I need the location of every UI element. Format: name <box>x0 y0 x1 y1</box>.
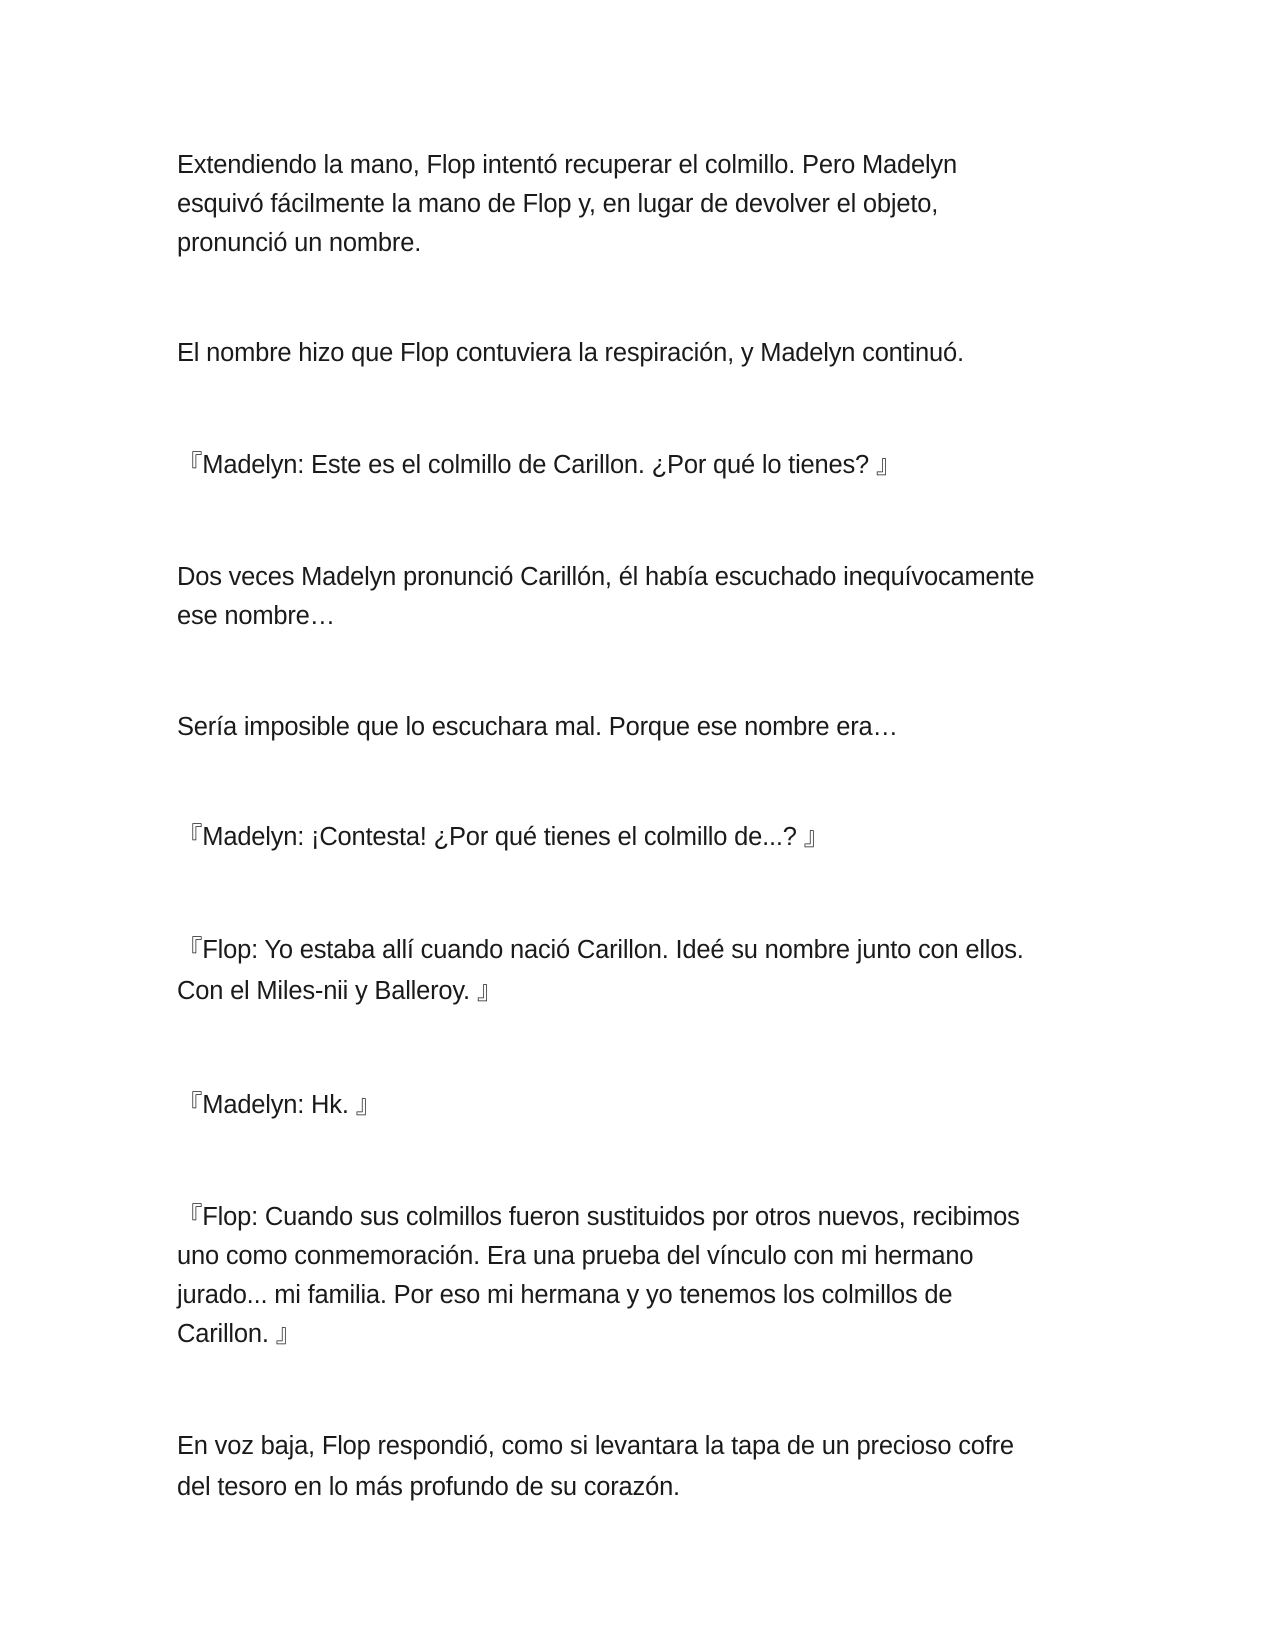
dialogue-paragraph <box>177 818 1107 857</box>
text-line: esquivó fácilmente la mano de Flop y, en lugar de devolver el objeto, <box>177 190 939 218</box>
narration-paragraph <box>177 1426 1107 1508</box>
text-line: 『Madelyn: ¡Contesta! ¿Por qué tienes el colmillo de...? 』 <box>177 823 829 851</box>
text-line: 『Flop: Cuando sus colmillos fueron sustituidos por otros nuevos, recibimos <box>177 1203 1020 1231</box>
dialogue-paragraph <box>177 930 1107 1012</box>
narration-paragraph <box>177 558 1107 636</box>
dialogue-paragraph <box>177 1198 1107 1354</box>
text-line: Extendiendo la mano, Flop intentó recuperar el colmillo. Pero Madelyn <box>177 151 957 179</box>
narration-paragraph <box>177 334 1107 373</box>
text-line: 『Flop: Yo estaba allí cuando nació Carillon. Ideé su nombre junto con ellos. <box>177 936 1024 964</box>
text-line: pronunció un nombre. <box>177 229 422 257</box>
narration-paragraph <box>177 146 1107 263</box>
narration-paragraph <box>177 708 1107 747</box>
text-line: del tesoro en lo más profundo de su corazón. <box>177 1473 680 1501</box>
text-line: El nombre hizo que Flop contuviera la respiración, y Madelyn continuó. <box>177 339 964 367</box>
text-line: jurado... mi familia. Por eso mi hermana y yo tenemos los colmillos de <box>177 1281 953 1309</box>
text-line: Carillon. 』 <box>177 1320 301 1348</box>
text-line: En voz baja, Flop respondió, como si levantara la tapa de un precioso cofre <box>177 1432 1014 1460</box>
dialogue-paragraph <box>177 1086 1107 1125</box>
text-line: 『Madelyn: Hk. 』 <box>177 1091 381 1119</box>
text-line: Dos veces Madelyn pronunció Carillón, él había escuchado inequívocamente <box>177 563 1035 591</box>
text-line: 『Madelyn: Este es el colmillo de Carillon. ¿Por qué lo tienes? 』 <box>177 451 902 479</box>
text-line: ese nombre… <box>177 602 335 630</box>
dialogue-paragraph <box>177 446 1107 485</box>
text-line: Con el Miles-nii y Balleroy. 』 <box>177 977 503 1005</box>
text-line: uno como conmemoración. Era una prueba del vínculo con mi hermano <box>177 1242 974 1270</box>
text-line: Sería imposible que lo escuchara mal. Porque ese nombre era… <box>177 713 898 741</box>
